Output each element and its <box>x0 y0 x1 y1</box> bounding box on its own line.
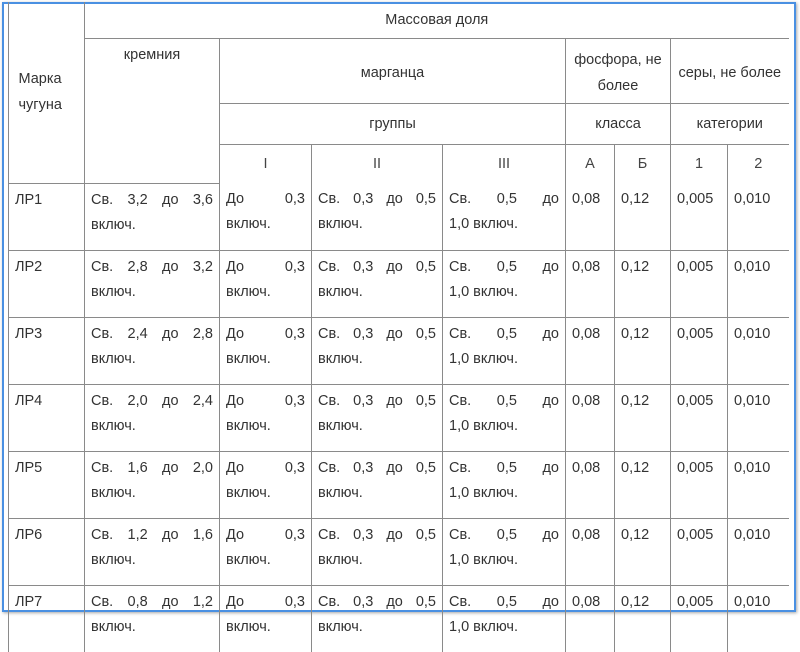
manganese-group-1-line-2: включ. <box>226 216 271 232</box>
manganese-group-3-cell <box>443 183 566 250</box>
sulfur-category-1-cell: 0,005 <box>671 585 728 652</box>
cast-iron-composition-table <box>8 2 789 652</box>
header-group-2: II <box>312 145 443 184</box>
manganese-group-3-cell <box>443 451 566 518</box>
header-groups: группы <box>220 104 566 145</box>
grade-cell: ЛР6 <box>9 518 85 585</box>
manganese-group-2-line-1: Св. 0,3 до 0,5 <box>318 258 436 275</box>
silicon-cell <box>85 384 220 451</box>
phosphorus-class-b-cell: 0,12 <box>615 183 671 250</box>
sulfur-category-2-cell: 0,010 <box>728 585 789 652</box>
table-row <box>9 317 789 384</box>
manganese-group-3-cell <box>443 317 566 384</box>
manganese-group-3-line-2: 1,0 включ. <box>449 216 518 232</box>
manganese-group-1-cell <box>220 317 312 384</box>
manganese-group-1-cell <box>220 384 312 451</box>
sulfur-category-2-cell: 0,010 <box>728 183 789 250</box>
manganese-group-2-line-2: включ. <box>318 484 363 501</box>
phosphorus-class-b-cell: 0,12 <box>615 451 671 518</box>
phosphorus-class-b-cell: 0,12 <box>615 384 671 451</box>
header-mass-fraction: Массовая доля <box>85 2 789 39</box>
manganese-group-1-line-2: включ. <box>226 618 271 635</box>
manganese-group-3-line-2: 1,0 включ. <box>449 283 518 300</box>
manganese-group-2-cell <box>312 518 443 585</box>
manganese-group-2-line-2: включ. <box>318 283 363 300</box>
silicon-line-1: Св. 3,2 до 3,6 <box>91 191 213 208</box>
manganese-group-2-cell <box>312 250 443 317</box>
header-phosphorus-label: фосфора, не более <box>574 52 662 94</box>
manganese-group-2-cell <box>312 384 443 451</box>
table-row <box>9 451 789 518</box>
manganese-group-1-line-2: включ. <box>226 484 271 501</box>
manganese-group-1-cell <box>220 585 312 652</box>
phosphorus-class-a-cell: 0,08 <box>566 384 615 451</box>
manganese-group-3-line-1: Св. 0,5 до <box>449 593 559 610</box>
phosphorus-class-a-cell: 0,08 <box>566 183 615 250</box>
manganese-group-1-line-1: До 0,3 <box>226 459 305 476</box>
silicon-line-2: включ. <box>91 551 136 568</box>
header-manganese: марганца <box>220 39 566 104</box>
manganese-group-1-line-1: До 0,3 <box>226 593 305 610</box>
manganese-group-2-line-1: Св. 0,3 до 0,5 <box>318 593 436 610</box>
silicon-line-2: включ. <box>91 417 136 434</box>
silicon-cell <box>85 183 220 250</box>
header-grade-label: Марка чугуна <box>18 71 62 114</box>
sulfur-category-1-cell: 0,005 <box>671 183 728 250</box>
manganese-group-3-line-1: Св. 0,5 до <box>449 191 559 207</box>
silicon-cell <box>85 317 220 384</box>
manganese-group-1-cell <box>220 518 312 585</box>
manganese-group-2-line-2: включ. <box>318 350 363 367</box>
manganese-group-2-cell <box>312 451 443 518</box>
phosphorus-class-b-cell: 0,12 <box>615 250 671 317</box>
manganese-group-3-cell <box>443 518 566 585</box>
header-phosphorus <box>566 39 671 104</box>
manganese-group-3-line-2: 1,0 включ. <box>449 618 518 635</box>
manganese-group-2-line-1: Св. 0,3 до 0,5 <box>318 526 436 543</box>
header-class-a: А <box>566 145 615 184</box>
manganese-group-3-line-2: 1,0 включ. <box>449 484 518 501</box>
phosphorus-class-a-cell: 0,08 <box>566 585 615 652</box>
silicon-cell <box>85 585 220 652</box>
manganese-group-1-line-2: включ. <box>226 551 271 568</box>
silicon-line-2: включ. <box>91 283 136 300</box>
table-frame <box>2 2 796 635</box>
sulfur-category-1-cell: 0,005 <box>671 250 728 317</box>
table-body <box>9 183 789 652</box>
silicon-line-1: Св. 2,4 до 2,8 <box>91 325 213 342</box>
phosphorus-class-a-cell: 0,08 <box>566 317 615 384</box>
manganese-group-2-line-1: Св. 0,3 до 0,5 <box>318 325 436 342</box>
silicon-cell <box>85 451 220 518</box>
manganese-group-2-line-1: Св. 0,3 до 0,5 <box>318 191 436 207</box>
manganese-group-2-line-2: включ. <box>318 618 363 635</box>
silicon-line-1: Св. 1,2 до 1,6 <box>91 526 213 543</box>
sulfur-category-2-cell: 0,010 <box>728 518 789 585</box>
manganese-group-3-line-2: 1,0 включ. <box>449 417 518 434</box>
header-categories: категории <box>671 104 789 145</box>
manganese-group-2-line-2: включ. <box>318 216 363 232</box>
manganese-group-3-line-1: Св. 0,5 до <box>449 392 559 409</box>
silicon-line-1: Св. 0,8 до 1,2 <box>91 593 213 610</box>
manganese-group-2-line-2: включ. <box>318 551 363 568</box>
manganese-group-2-line-2: включ. <box>318 417 363 434</box>
silicon-line-2: включ. <box>91 350 136 367</box>
table-row <box>9 183 789 250</box>
manganese-group-1-line-1: До 0,3 <box>226 325 305 342</box>
silicon-cell <box>85 250 220 317</box>
phosphorus-class-a-cell: 0,08 <box>566 451 615 518</box>
silicon-line-2: включ. <box>91 484 136 501</box>
sulfur-category-1-cell: 0,005 <box>671 384 728 451</box>
sulfur-category-2-cell: 0,010 <box>728 384 789 451</box>
header-class: класса <box>566 104 671 145</box>
manganese-group-1-cell <box>220 250 312 317</box>
manganese-group-1-cell <box>220 451 312 518</box>
grade-cell: ЛР4 <box>9 384 85 451</box>
sulfur-category-1-cell: 0,005 <box>671 451 728 518</box>
table-row <box>9 585 789 652</box>
manganese-group-2-line-1: Св. 0,3 до 0,5 <box>318 459 436 476</box>
phosphorus-class-b-cell: 0,12 <box>615 317 671 384</box>
grade-cell: ЛР7 <box>9 585 85 652</box>
phosphorus-class-a-cell: 0,08 <box>566 250 615 317</box>
header-group-1: I <box>220 145 312 184</box>
manganese-group-1-line-1: До 0,3 <box>226 392 305 409</box>
table-row <box>9 250 789 317</box>
silicon-line-2: включ. <box>91 216 136 233</box>
sulfur-category-1-cell: 0,005 <box>671 317 728 384</box>
silicon-line-2: включ. <box>91 618 136 635</box>
phosphorus-class-b-cell: 0,12 <box>615 518 671 585</box>
sulfur-category-2-cell: 0,010 <box>728 317 789 384</box>
header-category-1: 1 <box>671 145 728 184</box>
manganese-group-3-line-1: Св. 0,5 до <box>449 459 559 476</box>
grade-cell: ЛР1 <box>9 183 85 250</box>
silicon-cell <box>85 518 220 585</box>
manganese-group-2-cell <box>312 317 443 384</box>
manganese-group-1-line-1: До 0,3 <box>226 258 305 275</box>
manganese-group-3-cell <box>443 384 566 451</box>
grade-cell: ЛР5 <box>9 451 85 518</box>
header-sulfur-label: серы, не более <box>678 65 782 81</box>
phosphorus-class-a-cell: 0,08 <box>566 518 615 585</box>
manganese-group-3-cell <box>443 250 566 317</box>
header-sulfur <box>671 39 789 104</box>
table-row <box>9 384 789 451</box>
manganese-group-3-line-1: Св. 0,5 до <box>449 325 559 342</box>
manganese-group-1-line-1: До 0,3 <box>226 526 305 543</box>
sulfur-category-2-cell: 0,010 <box>728 250 789 317</box>
manganese-group-1-line-2: включ. <box>226 417 271 434</box>
table-row <box>9 518 789 585</box>
header-group-3: III <box>443 145 566 184</box>
manganese-group-2-cell <box>312 585 443 652</box>
silicon-line-1: Св. 2,8 до 3,2 <box>91 258 213 275</box>
manganese-group-1-line-2: включ. <box>226 350 271 367</box>
manganese-group-3-line-1: Св. 0,5 до <box>449 526 559 543</box>
grade-cell: ЛР2 <box>9 250 85 317</box>
manganese-group-1-line-1: До 0,3 <box>226 191 305 207</box>
manganese-group-1-line-2: включ. <box>226 283 271 300</box>
phosphorus-class-b-cell: 0,12 <box>615 585 671 652</box>
sulfur-category-1-cell: 0,005 <box>671 518 728 585</box>
silicon-line-1: Св. 2,0 до 2,4 <box>91 392 213 409</box>
manganese-group-3-line-2: 1,0 включ. <box>449 350 518 367</box>
header-class-b: Б <box>615 145 671 184</box>
silicon-line-1: Св. 1,6 до 2,0 <box>91 459 213 476</box>
header-category-2: 2 <box>728 145 789 184</box>
manganese-group-3-line-1: Св. 0,5 до <box>449 258 559 275</box>
sulfur-category-2-cell: 0,010 <box>728 451 789 518</box>
manganese-group-3-cell <box>443 585 566 652</box>
grade-cell: ЛР3 <box>9 317 85 384</box>
header-grade <box>9 2 85 183</box>
header-silicon: кремния <box>85 39 220 184</box>
manganese-group-3-line-2: 1,0 включ. <box>449 551 518 568</box>
manganese-group-2-cell <box>312 183 443 250</box>
manganese-group-1-cell <box>220 183 312 250</box>
manganese-group-2-line-1: Св. 0,3 до 0,5 <box>318 392 436 409</box>
